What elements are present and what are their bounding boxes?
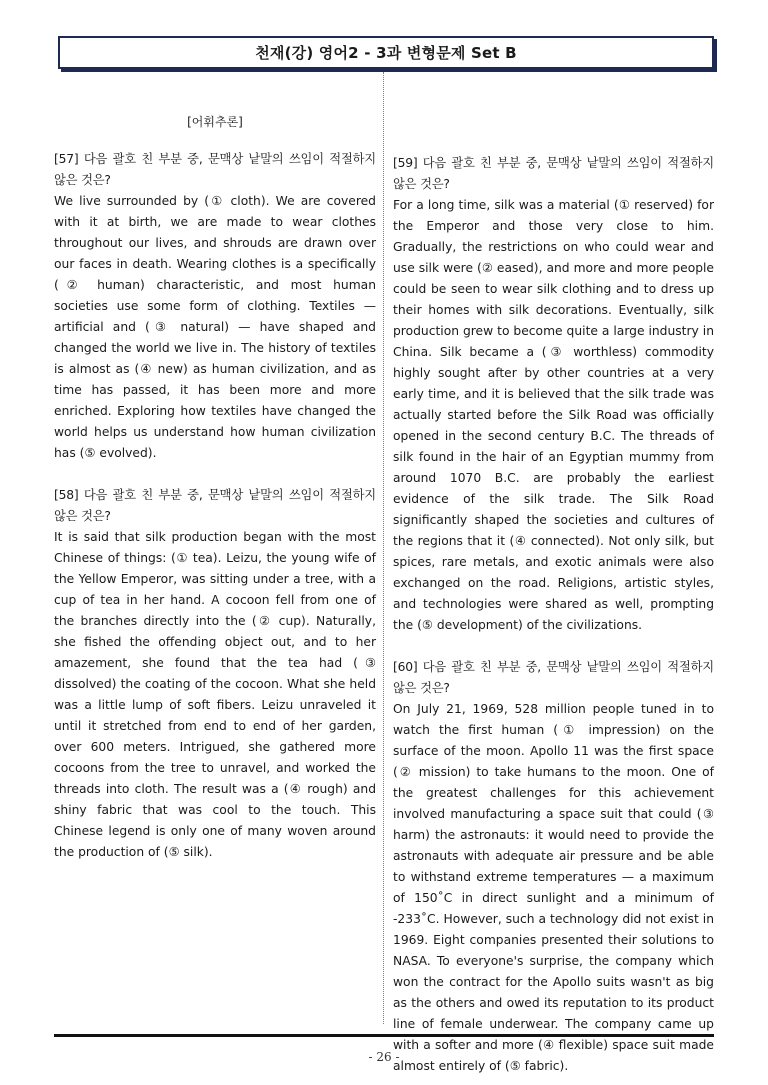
question-59 bbox=[393, 153, 714, 636]
left-column bbox=[54, 104, 376, 863]
column-divider bbox=[383, 72, 384, 1024]
question-60-prompt: [60] 다음 괄호 친 부분 중, 문맥상 낱말의 쓰임이 적절하지 않은 것은? bbox=[393, 660, 714, 695]
question-58 bbox=[54, 485, 376, 863]
section-label: [어휘추론] bbox=[187, 115, 243, 129]
question-60 bbox=[393, 657, 714, 1077]
question-57 bbox=[54, 149, 376, 464]
spacer bbox=[393, 636, 714, 657]
page-title: 천재(강) 영어2 - 3과 변형문제 Set B bbox=[255, 44, 517, 62]
question-57-passage: We live surrounded by (① cloth). We are covered with it at birth, we are made to wear clothes throughout our lives, and shrouds are drawn over our faces in death. Wearing clothes is a specifically (② human) characteristic, and most human societies use some form of clothing. Textiles — artificial and (③ natural) — have shaped and changed the world we live in. The history of textiles is almost as (④ new) as human civilization, and as time has passed, it has been more and more enriched. Exploring how textiles have changed the world helps us understand how human civilization has (⑤ evolved). bbox=[54, 194, 376, 460]
page-number: - 26 - bbox=[368, 1050, 400, 1064]
footer-rule bbox=[54, 1034, 714, 1037]
question-60-passage: On July 21, 1969, 528 million people tuned in to watch the first human (① impression) on the surface of the moon. Apollo 11 was the first space (② mission) to take humans to the moon. One of the greatest challenges for this achievement involved manufacturing a space suit that could (③ harm) the astronauts: it would need to provide the astronauts with adequate air pressure and be able to withstand extreme temperatures — a maximum of 150˚C in direct sunlight and a minimum of -233˚C. However, such a technology did not exist in 1969. Eight companies presented their solutions to NASA. To everyone's surprise, the company which won the contract for the Apollo suits wasn't as big as the others and owed its reputation to its product line of female underwear. The company came up with a softer and more (④ flexible) space suit made almost entirely of (⑤ fabric). bbox=[393, 702, 714, 1073]
question-57-prompt: [57] 다음 괄호 친 부분 중, 문맥상 낱말의 쓰임이 적절하지 않은 것은? bbox=[54, 152, 376, 187]
right-column bbox=[393, 153, 714, 1077]
question-59-prompt: [59] 다음 괄호 친 부분 중, 문맥상 낱말의 쓰임이 적절하지 않은 것은? bbox=[393, 156, 714, 191]
question-59-passage: For a long time, silk was a material (① reserved) for the Emperor and those very close to him. Gradually, the restrictions on who could wear and use silk were (② eased), and more and more people could be seen to wear silk clothing and to dress up their homes with silk decorations. Eventually, silk production grew to become quite a large industry in China. Silk became a (③ worthless) commodity highly sought after by other countries at a very early time, and it is believed that the silk trade was actually started before the Silk Road was officially opened in the second century B.C. The threads of silk found in the hair of an Egyptian mummy from around 1070 B.C. are probably the earliest evidence of the silk trade. The Silk Road significantly shaped the societies and cultures of the regions that it (④ connected). Not only silk, but spices, rare metals, and exotic animals were also exchanged on the road. Religions, artistic styles, and technologies were shared as well, prompting the (⑤ development) of the civilizations. bbox=[393, 198, 714, 632]
header-box bbox=[58, 36, 714, 69]
question-58-passage: It is said that silk production began with the most Chinese of things: (① tea). Leizu, the young wife of the Yellow Emperor, was sitting under a tree, with a cup of tea in her hand. A cocoon fell from one of the branches directly into the (② cup). Naturally, she fished the offending object out, and to her amazement, she found that the tea had (③ dissolved) the coating of the cocoon. What she held was a little lump of soft fibers. Leizu unraveled it until it stretched from end to end of her garden, over 600 meters. Intrigued, she gathered more cocoons from the tree to unravel, and worked the threads into cloth. The result was a (④ rough) and shiny fabric that was cool to the touch. This Chinese legend is only one of many woven around the production of (⑤ silk). bbox=[54, 530, 376, 859]
question-58-prompt: [58] 다음 괄호 친 부분 중, 문맥상 낱말의 쓰임이 적절하지 않은 것은? bbox=[54, 488, 376, 523]
spacer bbox=[54, 464, 376, 485]
